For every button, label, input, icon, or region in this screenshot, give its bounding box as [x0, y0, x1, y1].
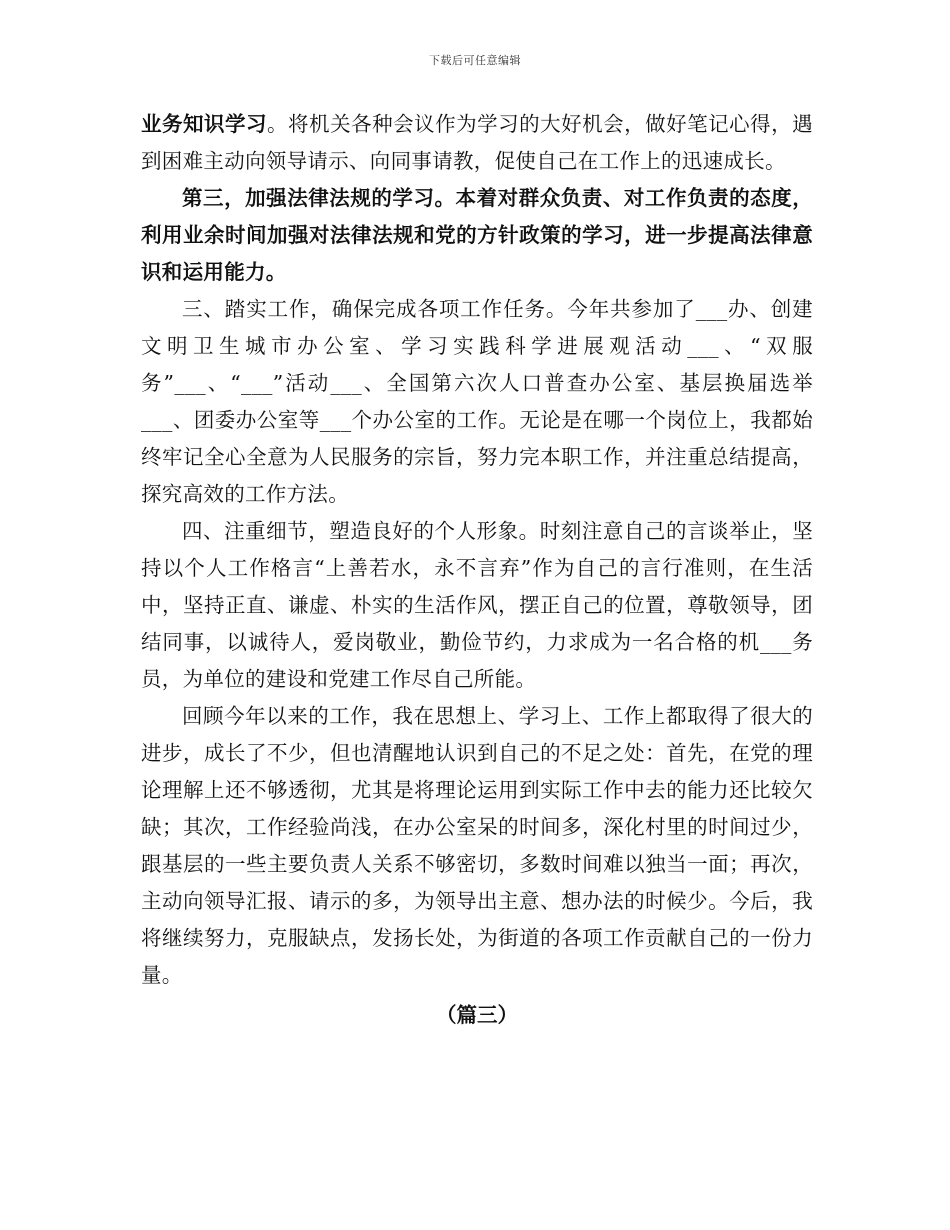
paragraph-work-tasks: 三、踏实工作，确保完成各项工作任务。今年共参加了___办、创建文明卫生城市办公室、学习实践科学进展观活动___、“双服务”___、“___”活动___、全国第六次人口普查办公室、基层换届选举___、团委办公室等___个办公室的工作。无论是在哪一个岗位上，我都始终牢记全心全意为人民服务的宗旨，努力完本职工作，并注重总结提高，探究高效的工作方法。: [141, 297, 813, 506]
paragraph-personal-image: 四、注重细节，塑造良好的个人形象。时刻注意自己的言谈举止，坚持以个人工作格言“上善若水，永不言弃”作为自己的言行准则，在生活中，坚持正直、谦虚、朴实的生活作风，摆正自己的位置，尊敬领导，团结同事，以诚待人，爱岗敬业，勤俭节约，力求成为一名合格的机___务员，为单位的建设和党建工作尽自己所能。: [141, 519, 813, 691]
paragraph-study: [141, 106, 813, 180]
document-body: [141, 106, 813, 1034]
page-header-note: 下载后可任意编辑: [429, 54, 521, 67]
paragraph-law-study: 第三，加强法律法规的学习。本着对群众负责、对工作负责的态度，利用业余时间加强对法律法规和党的方针政策的学习，进一步提高法律意识和运用能力。: [141, 186, 813, 284]
paragraph-study-text: 。将机关各种会议作为学习的大好机会，做好笔记心得，遇到困难主动向领导请示、向同事请教，促使自己在工作上的迅速成长。: [141, 112, 813, 173]
paragraph-study-lead: 业务知识学习: [141, 112, 268, 136]
paragraph-review: 回顾今年以来的工作，我在思想上、学习上、工作上都取得了很大的进步，成长了不少，但也清醒地认识到自己的不足之处：首先，在党的理论理解上还不够透彻，尤其是将理论运用到实际工作中去的能力还比较欠缺；其次，工作经验尚浅，在办公室呆的时间多，深化村里的时间过少，跟基层的一些主要负责人关系不够密切，多数时间难以独当一面；再次，主动向领导汇报、请示的多，为领导出主意、想办法的时候少。今后，我将继续努力，克服缺点，发扬长处，为街道的各项工作贡献自己的一份力量。: [141, 704, 813, 987]
section-title: （篇三）: [436, 1003, 518, 1027]
